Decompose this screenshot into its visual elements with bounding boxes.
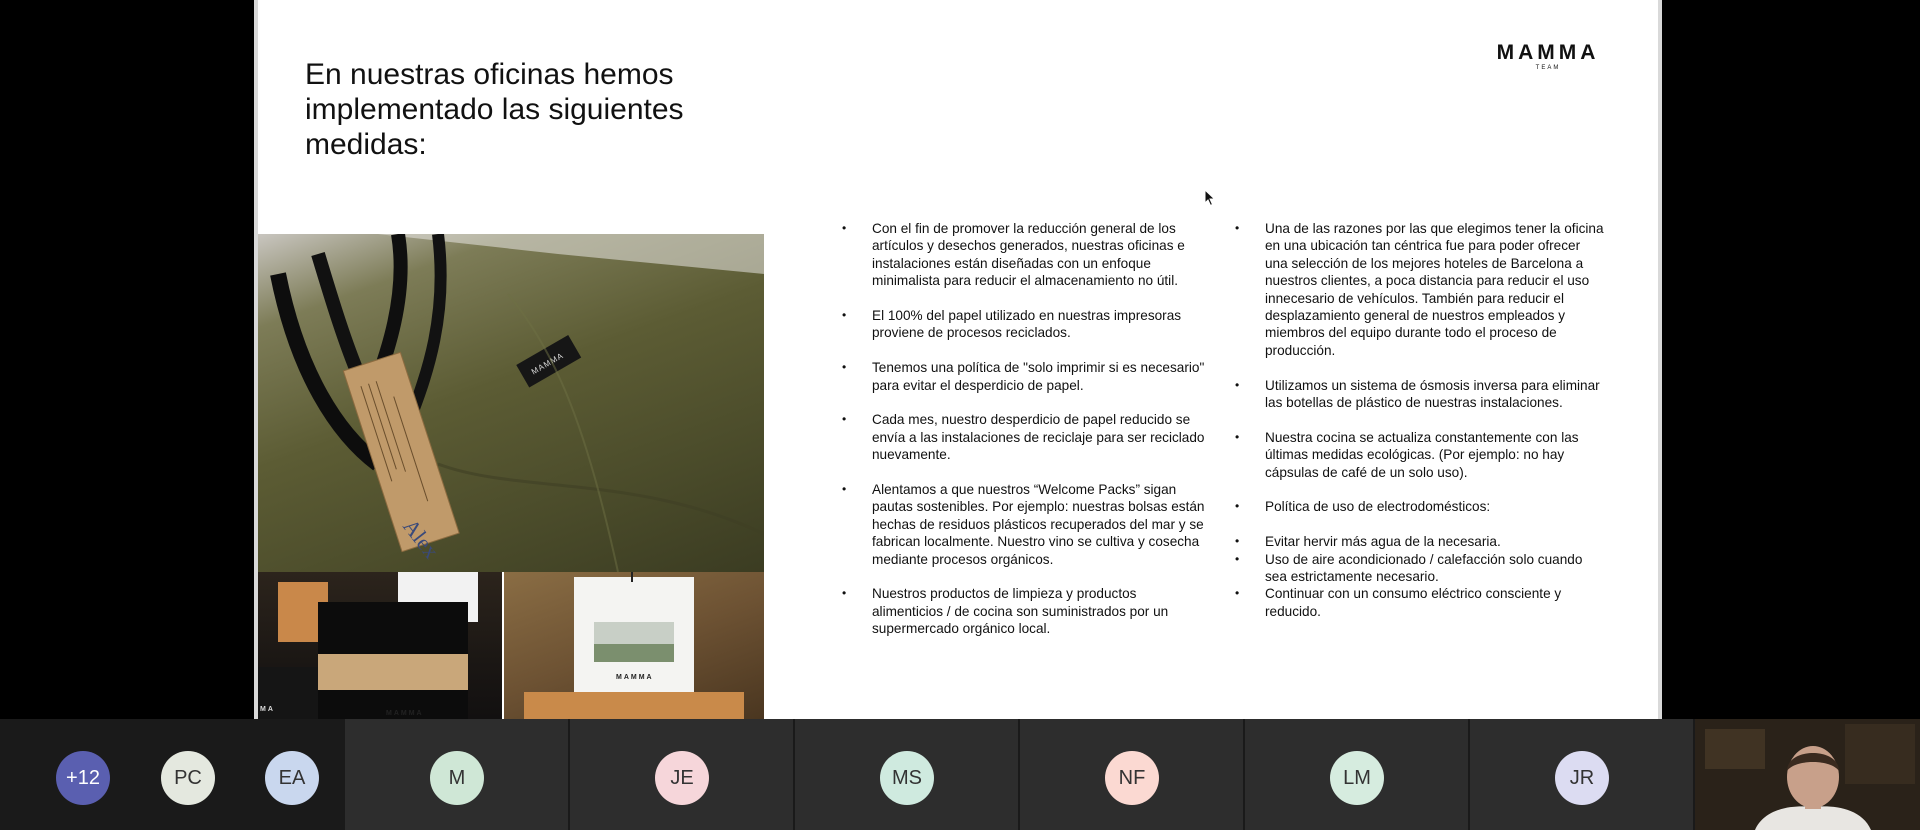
list-item: • Utilizamos un sistema de ósmosis inversa para eliminar las botellas de plástico de nuestras instalaciones. bbox=[1235, 377, 1605, 412]
mamma-logo bbox=[1488, 42, 1608, 71]
speaker-video-tile[interactable] bbox=[1695, 719, 1920, 830]
svg-text:MAMMA: MAMMA bbox=[529, 350, 566, 377]
tote-bag-illustration bbox=[258, 234, 764, 572]
measures-list-left bbox=[842, 220, 1210, 655]
avatar-initials: MS bbox=[892, 766, 922, 789]
list-item: • Tenemos una política de "solo imprimir si es necesario" para evitar el desperdicio de papel. bbox=[842, 359, 1210, 394]
list-item: • Cada mes, nuestro desperdicio de papel reducido se envía a las instalaciones de reciclaje para ser reciclado nuevamente. bbox=[842, 411, 1210, 463]
avatar[interactable] bbox=[161, 751, 215, 805]
speaker-video-illustration bbox=[1695, 719, 1920, 830]
packaging-illustration-left bbox=[258, 572, 502, 719]
avatar[interactable] bbox=[1330, 751, 1384, 805]
packaging-photo-left bbox=[258, 572, 502, 719]
avatar[interactable] bbox=[430, 751, 484, 805]
list-item: • Continuar con un consumo eléctrico consciente y reducido. bbox=[1235, 585, 1605, 620]
avatar[interactable] bbox=[265, 751, 319, 805]
list-item: • Evitar hervir más agua de la necesaria. bbox=[1235, 533, 1605, 550]
avatar-initials: +12 bbox=[66, 766, 100, 789]
list-item: • El 100% del papel utilizado en nuestras impresoras proviene de procesos reciclados. bbox=[842, 307, 1210, 342]
avatar-initials: PC bbox=[174, 766, 202, 789]
avatar-initials: NF bbox=[1118, 766, 1146, 789]
list-item: • Uso de aire acondicionado / calefacción solo cuando sea estrictamente necesario. bbox=[1235, 551, 1605, 586]
more-participants-avatar[interactable] bbox=[56, 751, 110, 805]
slide-title: En nuestras oficinas hemos implementado las siguientes medidas: bbox=[305, 58, 684, 161]
list-item: • Nuestros productos de limpieza y productos alimenticios / de cocina son suministrados por un supermercado orgánico local. bbox=[842, 585, 1210, 637]
avatar-initials: JR bbox=[1569, 766, 1595, 789]
packaging-brand-label-corner: MA bbox=[260, 706, 275, 713]
list-item: • Política de uso de electrodomésticos: bbox=[1235, 498, 1605, 515]
avatar-initials: JE bbox=[670, 766, 694, 789]
avatar-initials: M bbox=[448, 766, 466, 789]
avatar[interactable] bbox=[1105, 751, 1159, 805]
list-item: • Una de las razones por las que elegimos tener la oficina en una ubicación tan céntrica fue para poder ofrecer una selección de los mejores hoteles de Barcelona a nuestros clientes, a poca distancia para reducir el uso innecesario de vehículos. También para reducir el desplazamiento general de nuestros empleados y miembros del equipo durante todo el proceso de producción. bbox=[1235, 220, 1605, 359]
packaging-photo-right bbox=[504, 572, 764, 719]
avatar-initials: EA bbox=[278, 766, 306, 789]
mouse-cursor-icon bbox=[1204, 189, 1216, 207]
measures-list-right bbox=[1235, 220, 1605, 620]
list-item: • Con el fin de promover la reducción general de los artículos y desechos generados, nuestras oficinas e instalaciones están diseñadas con un enfoque minimalista para reducir el almacenamiento no útil. bbox=[842, 220, 1210, 290]
avatar[interactable] bbox=[1555, 751, 1609, 805]
packaging-brand-label-2: MAMMA bbox=[616, 674, 654, 681]
logo-subtitle: TEAM bbox=[1535, 65, 1561, 71]
packaging-illustration-right bbox=[504, 572, 764, 719]
avatar-initials: LM bbox=[1343, 766, 1371, 789]
presentation-slide bbox=[254, 0, 1662, 719]
svg-text:Alex: Alex bbox=[398, 513, 445, 564]
packaging-brand-label: MAMMA bbox=[386, 710, 424, 717]
list-item: • Alentamos a que nuestros “Welcome Packs” sigan pautas sostenibles. Por ejemplo: nuestras bolsas están hechas de residuos plásticos recuperados del mar y se fabrican localmente. Nuestro vino se cultiva y cosecha mediante procesos orgánicos. bbox=[842, 481, 1210, 568]
logo-word: MAMMA bbox=[1496, 41, 1600, 64]
tote-bag-photo bbox=[258, 234, 764, 572]
avatar[interactable] bbox=[655, 751, 709, 805]
avatar[interactable] bbox=[880, 751, 934, 805]
list-item: • Nuestra cocina se actualiza constantemente con las últimas medidas ecológicas. (Por ejemplo: no hay cápsulas de café de un solo uso). bbox=[1235, 429, 1605, 481]
